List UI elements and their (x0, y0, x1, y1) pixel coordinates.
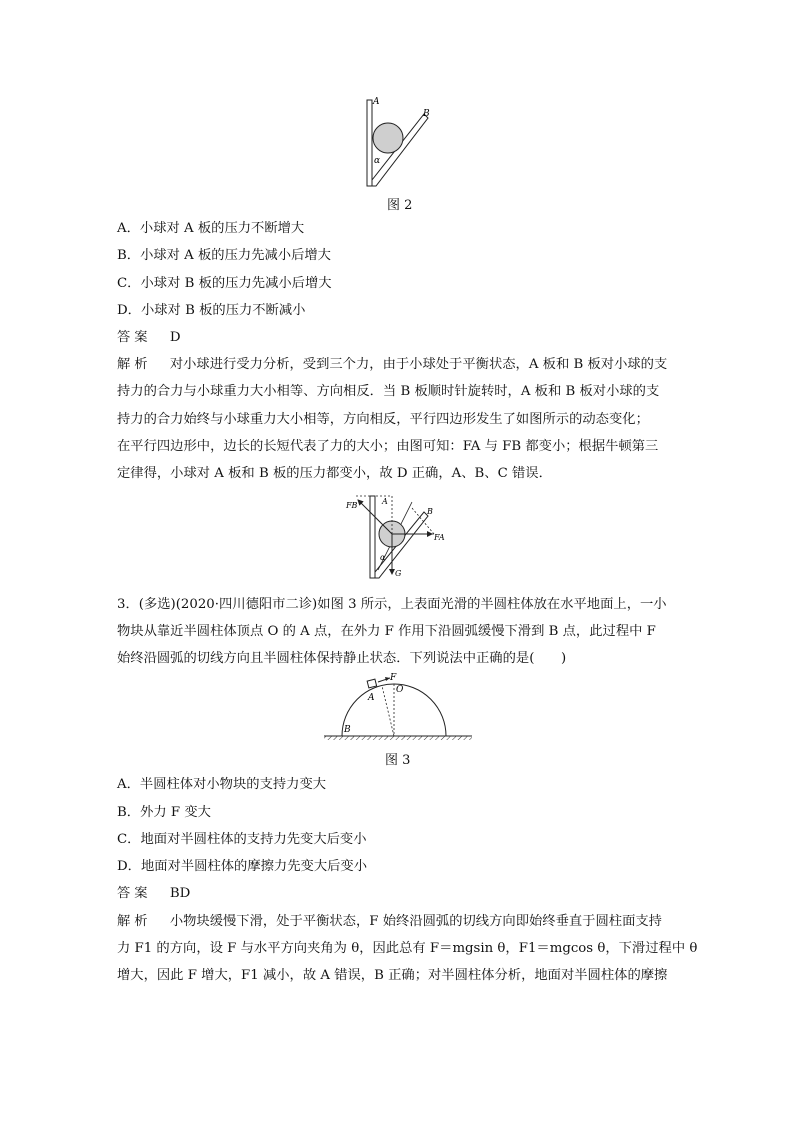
q2-answer (117, 329, 687, 347)
ball (373, 123, 403, 153)
q3-option-a: A．半圆柱体对小物块的支持力变大 (117, 777, 327, 792)
q3-option-d: D．地面对半圆柱体的摩擦力先变大后变小 (117, 859, 368, 874)
q2-option-d: D．小球对 B 板的压力不断减小 (117, 303, 306, 318)
q2-option-b: B．小球对 A 板的压力先减小后增大 (117, 248, 331, 263)
q2-option-a: A．小球对 A 板的压力不断增大 (117, 221, 305, 236)
q3-answer-value: BD (169, 886, 191, 901)
q3-stem-line-3: 始终沿圆弧的切线方向且半圆柱体保持静止状态．下列说法中正确的是( ) (117, 651, 567, 666)
label-fb: FB (346, 501, 358, 510)
q2-analysis-line-4: 在平行四边形中，边长的长短代表了力的大小；由图可知：FA 与 FB 都变小；根据牛顿第三 (117, 439, 659, 454)
label-b: B (344, 725, 351, 735)
q3-analysis-line-3: 增大，因此 F 增大，F1 减小，故 A 错误，B 正确；对半圆柱体分析，地面对半圆柱体的摩擦 (117, 968, 668, 983)
q2-answer-label: 答案 (117, 330, 152, 345)
label-alpha: α (380, 553, 386, 562)
figure-2-caption: 图 2 (387, 198, 413, 213)
q3-answer (117, 885, 687, 903)
q3-analysis-label: 解析 (117, 914, 152, 929)
label-o: O (396, 685, 404, 695)
q3-option-b: B．外力 F 变大 (117, 805, 211, 820)
figure-3-caption: 图 3 (385, 753, 411, 768)
q2-analysis-line-5: 定律得，小球对 A 板和 B 板的压力都变小，故 D 正确，A、B、C 错误． (117, 466, 552, 481)
label-g: G (395, 569, 402, 578)
figure-3-diagram (322, 672, 474, 746)
q2-analysis-line-3: 持力的合力始终与小球重力大小相等，方向相反，平行四边形发生了如图所示的动态变化； (117, 412, 649, 427)
q2-analysis-label: 解析 (117, 357, 152, 372)
q3-analysis-line-2: 力 F1 的方向，设 F 与水平方向夹角为 θ，因此总有 F＝mgsin θ，F1＝mgcos θ，下滑过程中 θ (117, 941, 698, 956)
block (367, 679, 376, 688)
q2-analysis-text-1: 对小球进行受力分析，受到三个力，由于小球处于平衡状态，A 板和 B 板对小球的支 (169, 357, 668, 372)
q2-analysis-line-1 (117, 356, 687, 374)
label-b: B (423, 109, 430, 119)
q3-stem-line-1: 3．(多选)(2020·四川德阳市二诊)如图 3 所示，上表面光滑的半圆柱体放在水平地面上，一小 (117, 597, 667, 612)
label-f: F (390, 673, 397, 683)
q2-answer-value: D (169, 330, 181, 345)
label-fa: FA (434, 533, 445, 542)
q3-analysis-line-1 (117, 913, 687, 931)
label-a: A (382, 497, 388, 506)
label-alpha: α (374, 156, 381, 166)
force-analysis-diagram (342, 490, 452, 582)
q3-stem-line-2: 物块从靠近半圆柱体顶点 O 的 A 点，在外力 F 作用下沿圆弧缓慢下滑到 B 点，此过程中 F (117, 624, 656, 639)
q3-analysis-text-1: 小物块缓慢下滑，处于平衡状态，F 始终沿圆弧的切线方向即始终垂直于圆柱面支持 (169, 914, 662, 929)
q3-answer-label: 答案 (117, 886, 152, 901)
label-a: A (368, 693, 375, 703)
board-a (367, 100, 372, 186)
q2-option-c: C．小球对 B 板的压力先减小后增大 (117, 276, 332, 291)
figure-2-diagram (362, 94, 438, 190)
q3-option-c: C．地面对半圆柱体的支持力先变大后变小 (117, 832, 367, 847)
label-b: B (427, 507, 433, 516)
label-a: A (373, 97, 380, 107)
q2-analysis-line-2: 持力的合力与小球重力大小相等、方向相反．当 B 板顺时针旋转时，A 板和 B 板对小球的支 (117, 384, 660, 399)
